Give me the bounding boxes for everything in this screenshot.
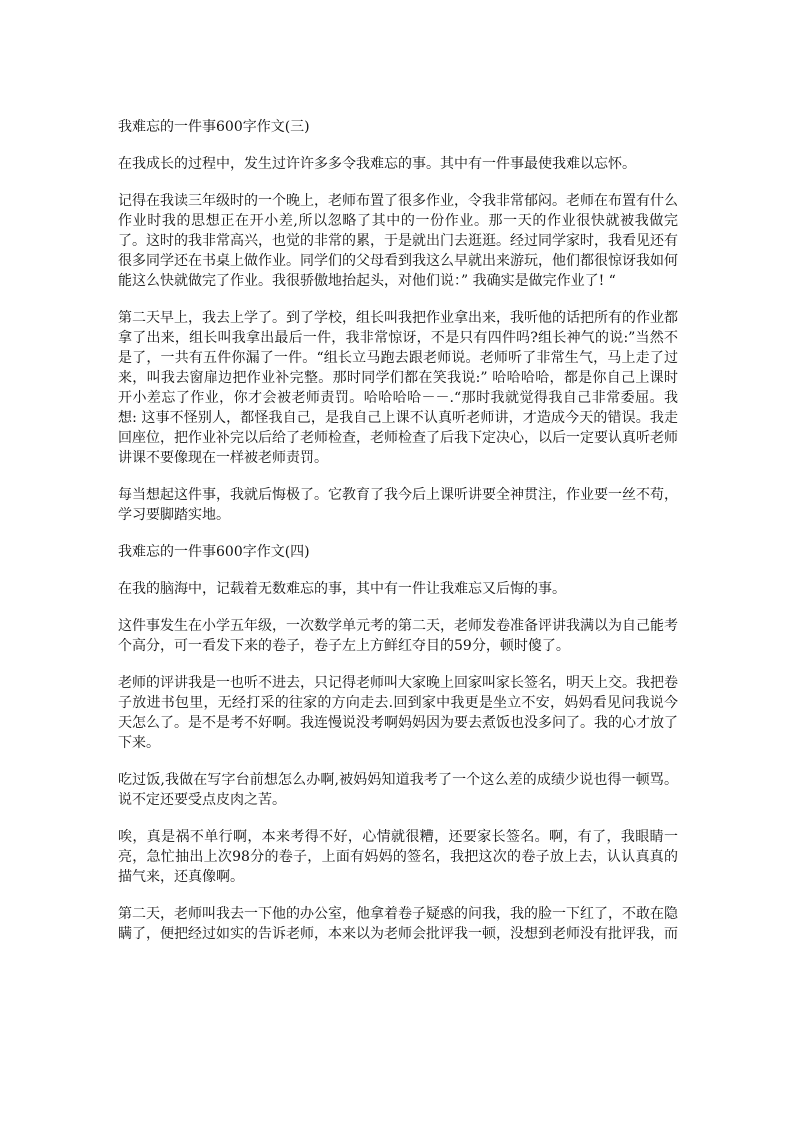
paragraph: 在我的脑海中，记载着无数难忘的事，其中有一件让我难忘又后悔的事。 [118, 581, 566, 597]
paragraph: 吃过饭,我做在写字台前想怎么办啊,被妈妈知道我考了一个这么差的成绩少说也得一顿骂。说不定还要受点皮肉之苦。 [118, 772, 678, 808]
document-body [118, 117, 678, 961]
paragraph: 每当想起这件事，我就后悔极了。它教育了我今后上课听讲要全神贯注，作业要一丝不苟，学习要脚踏实地。 [118, 487, 678, 523]
paragraph: 第二天早上，我去上学了。到了学校，组长叫我把作业拿出来，我听他的话把所有的作业都拿了出来，组长叫我拿出最后一件，我非常惊讶，不是只有四件吗?组长神气的说:”当然不是了，一共有五件你漏了一件。“组长立马跑去跟老师说。老师听了非常生气，马上走了过来，叫我去窗扉边把作业补完整。那时同学们都在笑我说:” 哈哈哈哈，都是你自己上课时开小差忘了作业，你才会被老师责罚。哈哈哈哈－－.“那时我就觉得我自己非常委屈。我想: 这事不怪别人，都怪我自己，是我自己上课不认真听老师讲，才造成今天的错误。我走回座位，把作业补完以后给了老师检查，老师检查了后我下定决心，以后一定要认真听老师讲课不要像现在一样被老师责罚。 [118, 310, 678, 466]
paragraph: 唉，真是祸不单行啊，本来考得不好，心情就很糟，还要家长签名。啊，有了，我眼睛一亮，急忙抽出上次98分的卷子，上面有妈妈的签名，我把这次的卷子放上去，认认真真的描气来，还真像啊。 [118, 829, 678, 885]
paragraph: 第二天，老师叫我去一下他的办公室，他拿着卷子疑惑的问我，我的脸一下红了，不敢在隐瞒了，便把经过如实的告诉老师，本来以为老师会批评我一顿，没想到老师没有批评我，而 [118, 906, 678, 942]
essay-title-3: 我难忘的一件事600字作文(三) [118, 119, 310, 135]
paragraph: 老师的评讲我是一也听不进去，只记得老师叫大家晚上回家叫家长签名，明天上交。我把卷子放进书包里，无经打采的往家的方向走去.回到家中我更是坐立不安，妈妈看见问我说今天怎么了。是不是考不好啊。我连慢说没考啊妈妈因为要去煮饭也没多问了。我的心才放了下来。 [118, 675, 678, 751]
paragraph: 这件事发生在小学五年级，一次数学单元考的第二天，老师发卷准备评讲我满以为自己能考个高分，可一看发下来的卷子，卷子左上方鲜红夺目的59分，顿时傻了。 [118, 618, 678, 654]
paragraph: 记得在我读三年级时的一个晚上，老师布置了很多作业，令我非常郁闷。老师在布置有什么作业时我的思想正在开小差,所以忽略了其中的一份作业。那一天的作业很快就被我做完了。这时的我非常高兴，也觉的非常的累，于是就出门去逛逛。经过同学家时，我看见还有很多同学还在书桌上做作业。同学们的父母看到我这么早就出来游玩，他们都很惊讶我如何能这么快就做完了作业。我很骄傲地抬起头，对他们说：” 我确实是做完作业了! “ [118, 193, 678, 289]
paragraph: 在我成长的过程中，发生过许许多多令我难忘的事。其中有一件事最使我难以忘怀。 [118, 156, 636, 172]
essay-title-4: 我难忘的一件事600字作文(四) [118, 544, 310, 560]
